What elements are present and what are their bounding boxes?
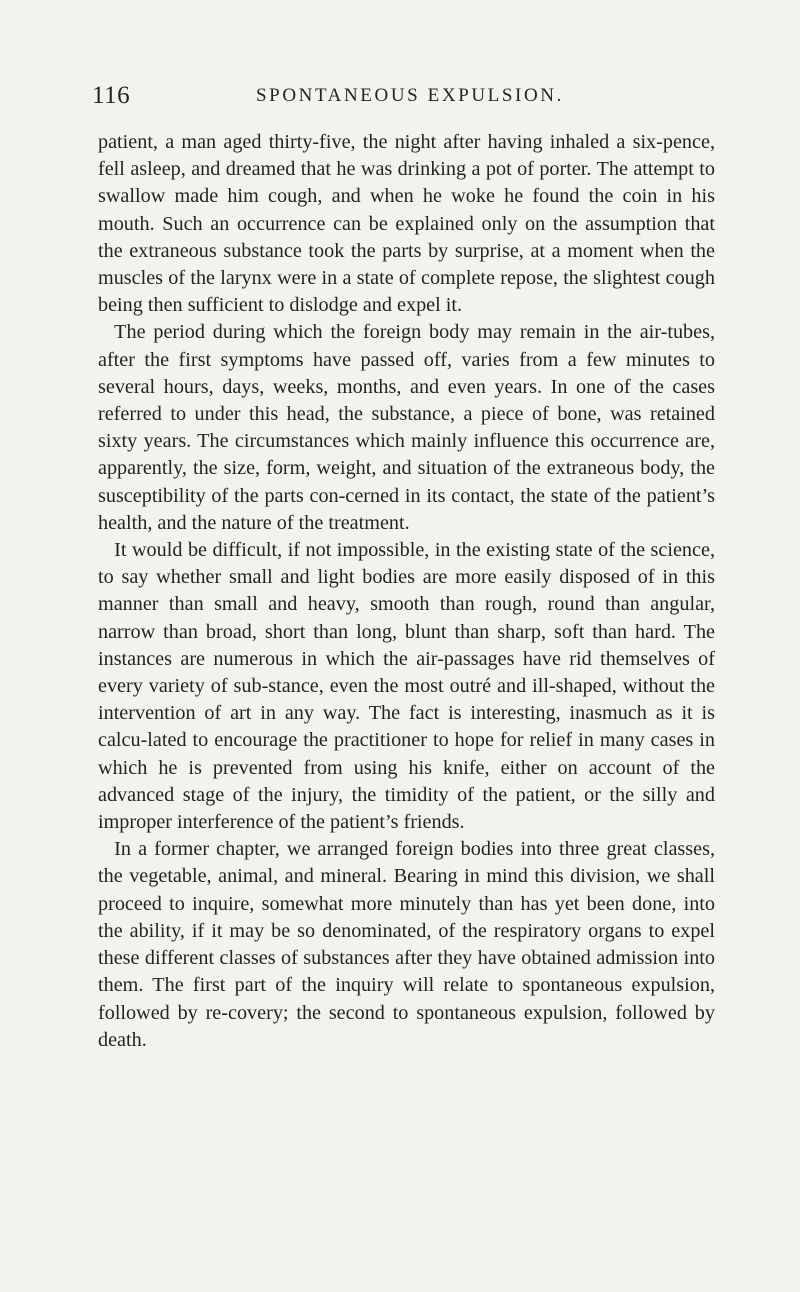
body-text xyxy=(98,129,715,1054)
paragraph-classification: In a former chapter, we arranged foreign bodies into three great classes, the vegetable, animal, and mineral. Bearing in mind this division, we shall proceed to inquire, somewhat more minutely than has yet been done, into the ability, if it may be so denominated, of the respiratory organs to expel these different classes of substances after they have obtained admission into them. The first part of the inquiry will relate to spontaneous expulsion, followed by re-covery; the second to spontaneous expulsion, followed by death. xyxy=(98,838,715,1051)
paragraph-continuation: patient, a man aged thirty-five, the night after having inhaled a six-pence, fell asleep, and dreamed that he was drinking a pot of porter. The attempt to swallow made him cough, and when he woke he found the coin in his mouth. Such an occurrence can be explained only on the assumption that the extraneous substance took the parts by surprise, at a moment when the muscles of the larynx were in a state of complete repose, the slightest cough being then sufficient to dislodge and expel it. xyxy=(98,131,715,317)
running-head xyxy=(92,78,714,114)
paragraph-retention-period: The period during which the foreign body may remain in the air-tubes, after the first symptoms have passed off, varies from a few minutes to several hours, days, weeks, months, and even years. In one of the cases referred to under this head, the substance, a piece of bone, was retained sixty years. The circumstances which mainly influence this occurrence are, apparently, the size, form, weight, and situation of the extraneous body, the susceptibility of the parts con-cerned in its contact, the state of the patient’s health, and the nature of the treatment. xyxy=(98,321,715,534)
running-title: SPONTANEOUS EXPULSION. xyxy=(256,85,564,106)
page-number: 116 xyxy=(92,82,131,109)
paragraph-expulsion-bodies: It would be difficult, if not impossible, in the existing state of the science, to say whether small and light bodies are more easily disposed of in this manner than small and heavy, smooth than rough, round than angular, narrow than broad, short than long, blunt than sharp, soft than hard. The instances are numerous in which the air-passages have rid themselves of every variety of sub-stance, even the most outré and ill-shaped, without the intervention of art in any way. The fact is interesting, inasmuch as it is calcu-lated to encourage the practitioner to hope for relief in many cases in which he is prevented from using his knife, either on account of the advanced stage of the injury, the timidity of the patient, or the silly and improper interference of the patient’s friends. xyxy=(98,539,715,834)
